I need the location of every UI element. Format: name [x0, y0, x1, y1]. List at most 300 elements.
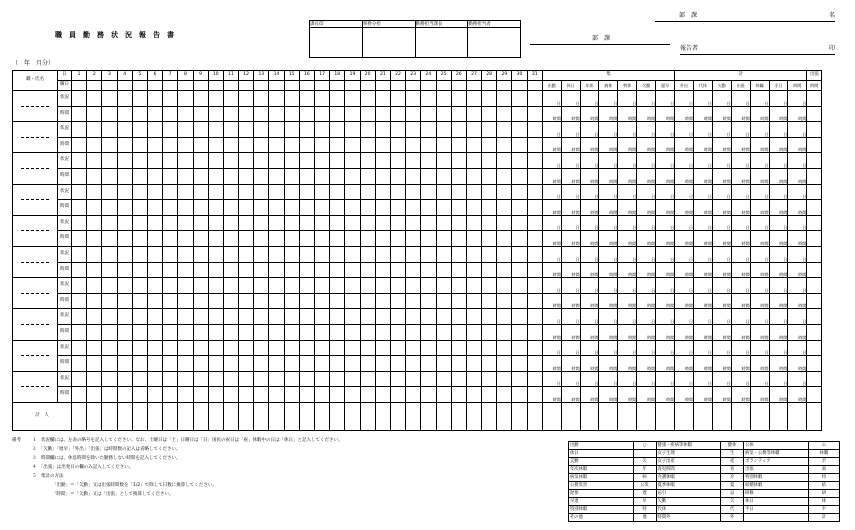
day-cell[interactable] — [527, 106, 542, 122]
day-cell[interactable] — [482, 106, 497, 122]
right-cell[interactable] — [807, 231, 822, 247]
day-cell[interactable] — [315, 309, 330, 325]
total-day-cell[interactable] — [87, 402, 102, 430]
day-cell[interactable] — [102, 371, 117, 387]
day-cell[interactable] — [102, 356, 117, 372]
total-day-cell[interactable] — [163, 402, 178, 430]
summary-cell[interactable]: 時間 — [712, 137, 731, 153]
day-cell[interactable] — [375, 387, 390, 403]
total-day-cell[interactable] — [406, 402, 421, 430]
day-cell[interactable] — [360, 246, 375, 262]
employee-name-cell[interactable] — [13, 184, 58, 215]
summary-cell[interactable]: 日 — [618, 309, 637, 325]
day-cell[interactable] — [208, 200, 223, 216]
day-cell[interactable] — [406, 387, 421, 403]
day-cell[interactable] — [163, 246, 178, 262]
day-cell[interactable] — [132, 106, 147, 122]
summary-cell[interactable]: 時間 — [788, 200, 807, 216]
day-cell[interactable] — [254, 184, 269, 200]
day-cell[interactable] — [345, 91, 360, 107]
day-cell[interactable] — [284, 371, 299, 387]
day-cell[interactable] — [147, 153, 162, 169]
day-cell[interactable] — [360, 309, 375, 325]
weekday-cell[interactable] — [482, 81, 497, 91]
day-cell[interactable] — [375, 371, 390, 387]
summary-cell[interactable]: 日 — [731, 340, 750, 356]
day-cell[interactable] — [375, 262, 390, 278]
summary-cell[interactable]: 時間 — [712, 387, 731, 403]
summary-cell[interactable]: 日 — [712, 340, 731, 356]
summary-cell[interactable]: 日 — [769, 340, 788, 356]
day-cell[interactable] — [345, 215, 360, 231]
total-day-cell[interactable] — [178, 402, 193, 430]
day-cell[interactable] — [239, 356, 254, 372]
weekday-cell[interactable] — [284, 81, 299, 91]
day-cell[interactable] — [345, 200, 360, 216]
summary-cell[interactable]: 日 — [599, 371, 618, 387]
summary-cell[interactable]: 時間 — [561, 200, 580, 216]
day-cell[interactable] — [87, 168, 102, 184]
day-cell[interactable] — [102, 137, 117, 153]
day-cell[interactable] — [315, 91, 330, 107]
day-cell[interactable] — [451, 122, 466, 138]
summary-cell[interactable]: 時間 — [656, 168, 675, 184]
day-cell[interactable] — [72, 371, 87, 387]
supervisor-field[interactable] — [680, 46, 835, 55]
summary-cell[interactable]: 時間 — [769, 168, 788, 184]
day-cell[interactable] — [193, 231, 208, 247]
summary-cell[interactable]: 日 — [561, 340, 580, 356]
day-cell[interactable] — [87, 106, 102, 122]
day-cell[interactable] — [208, 278, 223, 294]
total-day-cell[interactable] — [527, 402, 542, 430]
summary-cell[interactable]: 時間 — [693, 231, 712, 247]
day-cell[interactable] — [315, 168, 330, 184]
day-cell[interactable] — [451, 309, 466, 325]
summary-cell[interactable]: 時間 — [731, 387, 750, 403]
summary-cell[interactable]: 日 — [599, 309, 618, 325]
summary-cell[interactable]: 時間 — [788, 168, 807, 184]
day-cell[interactable] — [406, 184, 421, 200]
summary-cell[interactable]: 日 — [656, 91, 675, 107]
day-cell[interactable] — [299, 91, 314, 107]
day-cell[interactable] — [436, 356, 451, 372]
day-cell[interactable] — [178, 324, 193, 340]
day-cell[interactable] — [284, 387, 299, 403]
day-cell[interactable] — [147, 91, 162, 107]
day-cell[interactable] — [239, 122, 254, 138]
day-cell[interactable] — [375, 91, 390, 107]
summary-cell[interactable]: 時間 — [656, 106, 675, 122]
day-cell[interactable] — [330, 168, 345, 184]
total-summary-cell[interactable] — [769, 402, 788, 430]
day-cell[interactable] — [117, 340, 132, 356]
total-summary-cell[interactable] — [542, 402, 561, 430]
day-cell[interactable] — [163, 106, 178, 122]
summary-cell[interactable]: 日 — [750, 371, 769, 387]
day-cell[interactable] — [72, 200, 87, 216]
day-cell[interactable] — [497, 106, 512, 122]
day-cell[interactable] — [117, 200, 132, 216]
summary-cell[interactable]: 日 — [693, 278, 712, 294]
total-summary-cell[interactable] — [561, 402, 580, 430]
summary-cell[interactable]: 日 — [656, 309, 675, 325]
day-cell[interactable] — [390, 246, 405, 262]
day-cell[interactable] — [163, 309, 178, 325]
day-cell[interactable] — [390, 340, 405, 356]
summary-cell[interactable]: 時間 — [618, 106, 637, 122]
summary-cell[interactable]: 時間 — [637, 356, 656, 372]
day-cell[interactable] — [512, 262, 527, 278]
summary-cell[interactable]: 時間 — [561, 356, 580, 372]
weekday-cell[interactable] — [421, 81, 436, 91]
day-cell[interactable] — [208, 153, 223, 169]
day-cell[interactable] — [482, 122, 497, 138]
summary-cell[interactable]: 日 — [542, 340, 561, 356]
day-cell[interactable] — [375, 324, 390, 340]
day-cell[interactable] — [208, 184, 223, 200]
day-cell[interactable] — [421, 200, 436, 216]
summary-cell[interactable]: 日 — [599, 153, 618, 169]
day-cell[interactable] — [269, 309, 284, 325]
summary-cell[interactable]: 日 — [731, 153, 750, 169]
summary-cell[interactable]: 日 — [693, 371, 712, 387]
day-cell[interactable] — [375, 137, 390, 153]
day-cell[interactable] — [390, 231, 405, 247]
day-cell[interactable] — [512, 215, 527, 231]
day-cell[interactable] — [269, 293, 284, 309]
day-cell[interactable] — [269, 91, 284, 107]
summary-cell[interactable]: 時間 — [769, 262, 788, 278]
summary-cell[interactable]: 日 — [656, 122, 675, 138]
day-cell[interactable] — [482, 324, 497, 340]
day-cell[interactable] — [390, 153, 405, 169]
day-cell[interactable] — [269, 215, 284, 231]
day-cell[interactable] — [87, 215, 102, 231]
day-cell[interactable] — [254, 200, 269, 216]
summary-cell[interactable]: 時間 — [788, 324, 807, 340]
summary-cell[interactable]: 時間 — [731, 262, 750, 278]
day-cell[interactable] — [330, 246, 345, 262]
day-cell[interactable] — [482, 137, 497, 153]
day-cell[interactable] — [102, 246, 117, 262]
day-cell[interactable] — [239, 340, 254, 356]
day-cell[interactable] — [406, 293, 421, 309]
day-cell[interactable] — [466, 122, 481, 138]
day-cell[interactable] — [436, 231, 451, 247]
day-cell[interactable] — [482, 340, 497, 356]
summary-cell[interactable]: 時間 — [750, 356, 769, 372]
day-cell[interactable] — [163, 168, 178, 184]
summary-cell[interactable]: 時間 — [637, 200, 656, 216]
day-cell[interactable] — [451, 184, 466, 200]
summary-cell[interactable]: 日 — [637, 184, 656, 200]
day-cell[interactable] — [193, 200, 208, 216]
day-cell[interactable] — [163, 278, 178, 294]
day-cell[interactable] — [147, 387, 162, 403]
summary-cell[interactable]: 日 — [618, 278, 637, 294]
total-day-cell[interactable] — [512, 402, 527, 430]
day-cell[interactable] — [451, 137, 466, 153]
employee-name-cell[interactable] — [13, 371, 58, 402]
summary-cell[interactable]: 日 — [769, 371, 788, 387]
day-cell[interactable] — [527, 246, 542, 262]
total-day-cell[interactable] — [345, 402, 360, 430]
summary-cell[interactable]: 時間 — [675, 200, 694, 216]
day-cell[interactable] — [497, 340, 512, 356]
day-cell[interactable] — [239, 215, 254, 231]
day-cell[interactable] — [117, 137, 132, 153]
summary-cell[interactable]: 時間 — [750, 231, 769, 247]
total-day-cell[interactable] — [102, 402, 117, 430]
day-cell[interactable] — [208, 91, 223, 107]
summary-cell[interactable]: 日 — [788, 184, 807, 200]
weekday-cell[interactable] — [72, 81, 87, 91]
day-cell[interactable] — [72, 324, 87, 340]
summary-cell[interactable]: 時間 — [561, 324, 580, 340]
right-cell[interactable] — [807, 278, 822, 294]
summary-cell[interactable]: 時間 — [542, 137, 561, 153]
summary-cell[interactable]: 日 — [750, 122, 769, 138]
day-cell[interactable] — [482, 293, 497, 309]
day-cell[interactable] — [284, 106, 299, 122]
day-cell[interactable] — [72, 387, 87, 403]
day-cell[interactable] — [527, 340, 542, 356]
weekday-cell[interactable] — [147, 81, 162, 91]
day-cell[interactable] — [284, 122, 299, 138]
day-cell[interactable] — [315, 356, 330, 372]
day-cell[interactable] — [193, 153, 208, 169]
day-cell[interactable] — [512, 309, 527, 325]
summary-cell[interactable]: 時間 — [712, 106, 731, 122]
day-cell[interactable] — [421, 246, 436, 262]
summary-cell[interactable]: 時間 — [693, 293, 712, 309]
day-cell[interactable] — [72, 340, 87, 356]
day-cell[interactable] — [178, 168, 193, 184]
day-cell[interactable] — [163, 200, 178, 216]
summary-cell[interactable]: 時間 — [599, 200, 618, 216]
day-cell[interactable] — [132, 371, 147, 387]
day-cell[interactable] — [315, 278, 330, 294]
day-cell[interactable] — [178, 246, 193, 262]
day-cell[interactable] — [330, 231, 345, 247]
summary-cell[interactable]: 時間 — [637, 137, 656, 153]
summary-cell[interactable]: 日 — [693, 184, 712, 200]
day-cell[interactable] — [208, 371, 223, 387]
day-cell[interactable] — [147, 231, 162, 247]
summary-cell[interactable]: 時間 — [542, 168, 561, 184]
summary-cell[interactable]: 日 — [750, 91, 769, 107]
summary-cell[interactable]: 日 — [712, 122, 731, 138]
summary-cell[interactable]: 日 — [750, 340, 769, 356]
day-cell[interactable] — [451, 278, 466, 294]
day-cell[interactable] — [375, 356, 390, 372]
summary-cell[interactable]: 時間 — [788, 387, 807, 403]
day-cell[interactable] — [117, 184, 132, 200]
day-cell[interactable] — [193, 324, 208, 340]
day-cell[interactable] — [284, 293, 299, 309]
day-cell[interactable] — [178, 215, 193, 231]
day-cell[interactable] — [132, 387, 147, 403]
day-cell[interactable] — [527, 91, 542, 107]
summary-cell[interactable]: 時間 — [769, 106, 788, 122]
summary-cell[interactable]: 日 — [675, 91, 694, 107]
day-cell[interactable] — [375, 340, 390, 356]
day-cell[interactable] — [87, 387, 102, 403]
summary-cell[interactable]: 時間 — [693, 200, 712, 216]
day-cell[interactable] — [178, 91, 193, 107]
day-cell[interactable] — [102, 340, 117, 356]
summary-cell[interactable]: 日 — [693, 215, 712, 231]
day-cell[interactable] — [299, 356, 314, 372]
day-cell[interactable] — [193, 293, 208, 309]
day-cell[interactable] — [390, 324, 405, 340]
summary-cell[interactable]: 時間 — [788, 356, 807, 372]
total-day-cell[interactable] — [239, 402, 254, 430]
summary-cell[interactable]: 時間 — [693, 324, 712, 340]
day-cell[interactable] — [406, 137, 421, 153]
summary-cell[interactable]: 日 — [788, 309, 807, 325]
day-cell[interactable] — [482, 168, 497, 184]
day-cell[interactable] — [390, 356, 405, 372]
day-cell[interactable] — [178, 106, 193, 122]
summary-cell[interactable]: 時間 — [637, 106, 656, 122]
day-cell[interactable] — [330, 215, 345, 231]
day-cell[interactable] — [178, 153, 193, 169]
right-cell[interactable] — [807, 106, 822, 122]
day-cell[interactable] — [132, 168, 147, 184]
day-cell[interactable] — [132, 324, 147, 340]
day-cell[interactable] — [345, 293, 360, 309]
day-cell[interactable] — [284, 184, 299, 200]
day-cell[interactable] — [117, 153, 132, 169]
day-cell[interactable] — [497, 324, 512, 340]
summary-cell[interactable]: 時間 — [750, 168, 769, 184]
day-cell[interactable] — [178, 293, 193, 309]
day-cell[interactable] — [269, 168, 284, 184]
weekday-cell[interactable] — [102, 81, 117, 91]
day-cell[interactable] — [102, 309, 117, 325]
summary-cell[interactable]: 時間 — [656, 200, 675, 216]
summary-cell[interactable]: 日 — [580, 215, 599, 231]
summary-cell[interactable]: 日 — [561, 184, 580, 200]
day-cell[interactable] — [178, 262, 193, 278]
day-cell[interactable] — [163, 340, 178, 356]
day-cell[interactable] — [466, 184, 481, 200]
weekday-cell[interactable] — [497, 81, 512, 91]
day-cell[interactable] — [147, 106, 162, 122]
total-day-cell[interactable] — [436, 402, 451, 430]
day-cell[interactable] — [466, 200, 481, 216]
summary-cell[interactable]: 時間 — [750, 293, 769, 309]
day-cell[interactable] — [254, 278, 269, 294]
day-cell[interactable] — [482, 371, 497, 387]
day-cell[interactable] — [421, 293, 436, 309]
day-cell[interactable] — [254, 293, 269, 309]
day-cell[interactable] — [360, 137, 375, 153]
summary-cell[interactable]: 時間 — [769, 200, 788, 216]
summary-cell[interactable]: 時間 — [769, 387, 788, 403]
day-cell[interactable] — [178, 122, 193, 138]
day-cell[interactable] — [147, 200, 162, 216]
day-cell[interactable] — [87, 324, 102, 340]
day-cell[interactable] — [436, 106, 451, 122]
total-day-cell[interactable] — [390, 402, 405, 430]
day-cell[interactable] — [223, 215, 238, 231]
day-cell[interactable] — [132, 215, 147, 231]
day-cell[interactable] — [163, 356, 178, 372]
right-cell[interactable] — [807, 200, 822, 216]
day-cell[interactable] — [451, 106, 466, 122]
summary-cell[interactable]: 時間 — [561, 106, 580, 122]
day-cell[interactable] — [102, 215, 117, 231]
day-cell[interactable] — [269, 324, 284, 340]
day-cell[interactable] — [254, 262, 269, 278]
day-cell[interactable] — [466, 324, 481, 340]
weekday-cell[interactable] — [193, 81, 208, 91]
summary-cell[interactable]: 時間 — [599, 168, 618, 184]
day-cell[interactable] — [299, 278, 314, 294]
summary-cell[interactable]: 日 — [750, 246, 769, 262]
day-cell[interactable] — [482, 153, 497, 169]
summary-cell[interactable]: 日 — [769, 122, 788, 138]
day-cell[interactable] — [512, 231, 527, 247]
summary-cell[interactable]: 日 — [693, 153, 712, 169]
day-cell[interactable] — [527, 200, 542, 216]
day-cell[interactable] — [193, 168, 208, 184]
day-cell[interactable] — [72, 106, 87, 122]
day-cell[interactable] — [117, 278, 132, 294]
employee-name-cell[interactable] — [13, 91, 58, 122]
day-cell[interactable] — [117, 106, 132, 122]
day-cell[interactable] — [239, 91, 254, 107]
summary-cell[interactable]: 時間 — [769, 293, 788, 309]
summary-cell[interactable]: 日 — [656, 215, 675, 231]
employee-name-cell[interactable] — [13, 246, 58, 277]
day-cell[interactable] — [117, 262, 132, 278]
summary-cell[interactable]: 日 — [675, 340, 694, 356]
day-cell[interactable] — [299, 168, 314, 184]
day-cell[interactable] — [132, 293, 147, 309]
summary-cell[interactable]: 時間 — [675, 293, 694, 309]
day-cell[interactable] — [254, 371, 269, 387]
day-cell[interactable] — [223, 246, 238, 262]
summary-cell[interactable]: 時間 — [675, 387, 694, 403]
summary-cell[interactable]: 日 — [788, 278, 807, 294]
dept-field[interactable] — [655, 13, 835, 22]
day-cell[interactable] — [239, 324, 254, 340]
day-cell[interactable] — [163, 293, 178, 309]
day-cell[interactable] — [345, 387, 360, 403]
total-summary-cell[interactable] — [675, 402, 694, 430]
summary-cell[interactable]: 時間 — [750, 387, 769, 403]
summary-cell[interactable]: 時間 — [788, 137, 807, 153]
summary-cell[interactable]: 時間 — [599, 293, 618, 309]
summary-cell[interactable]: 日 — [656, 184, 675, 200]
summary-cell[interactable]: 時間 — [693, 137, 712, 153]
summary-cell[interactable]: 時間 — [693, 106, 712, 122]
summary-cell[interactable]: 日 — [675, 184, 694, 200]
summary-cell[interactable]: 時間 — [731, 293, 750, 309]
day-cell[interactable] — [330, 262, 345, 278]
total-summary-cell[interactable] — [656, 402, 675, 430]
day-cell[interactable] — [360, 184, 375, 200]
day-cell[interactable] — [87, 356, 102, 372]
day-cell[interactable] — [163, 262, 178, 278]
day-cell[interactable] — [254, 387, 269, 403]
weekday-cell[interactable] — [527, 81, 542, 91]
day-cell[interactable] — [360, 122, 375, 138]
